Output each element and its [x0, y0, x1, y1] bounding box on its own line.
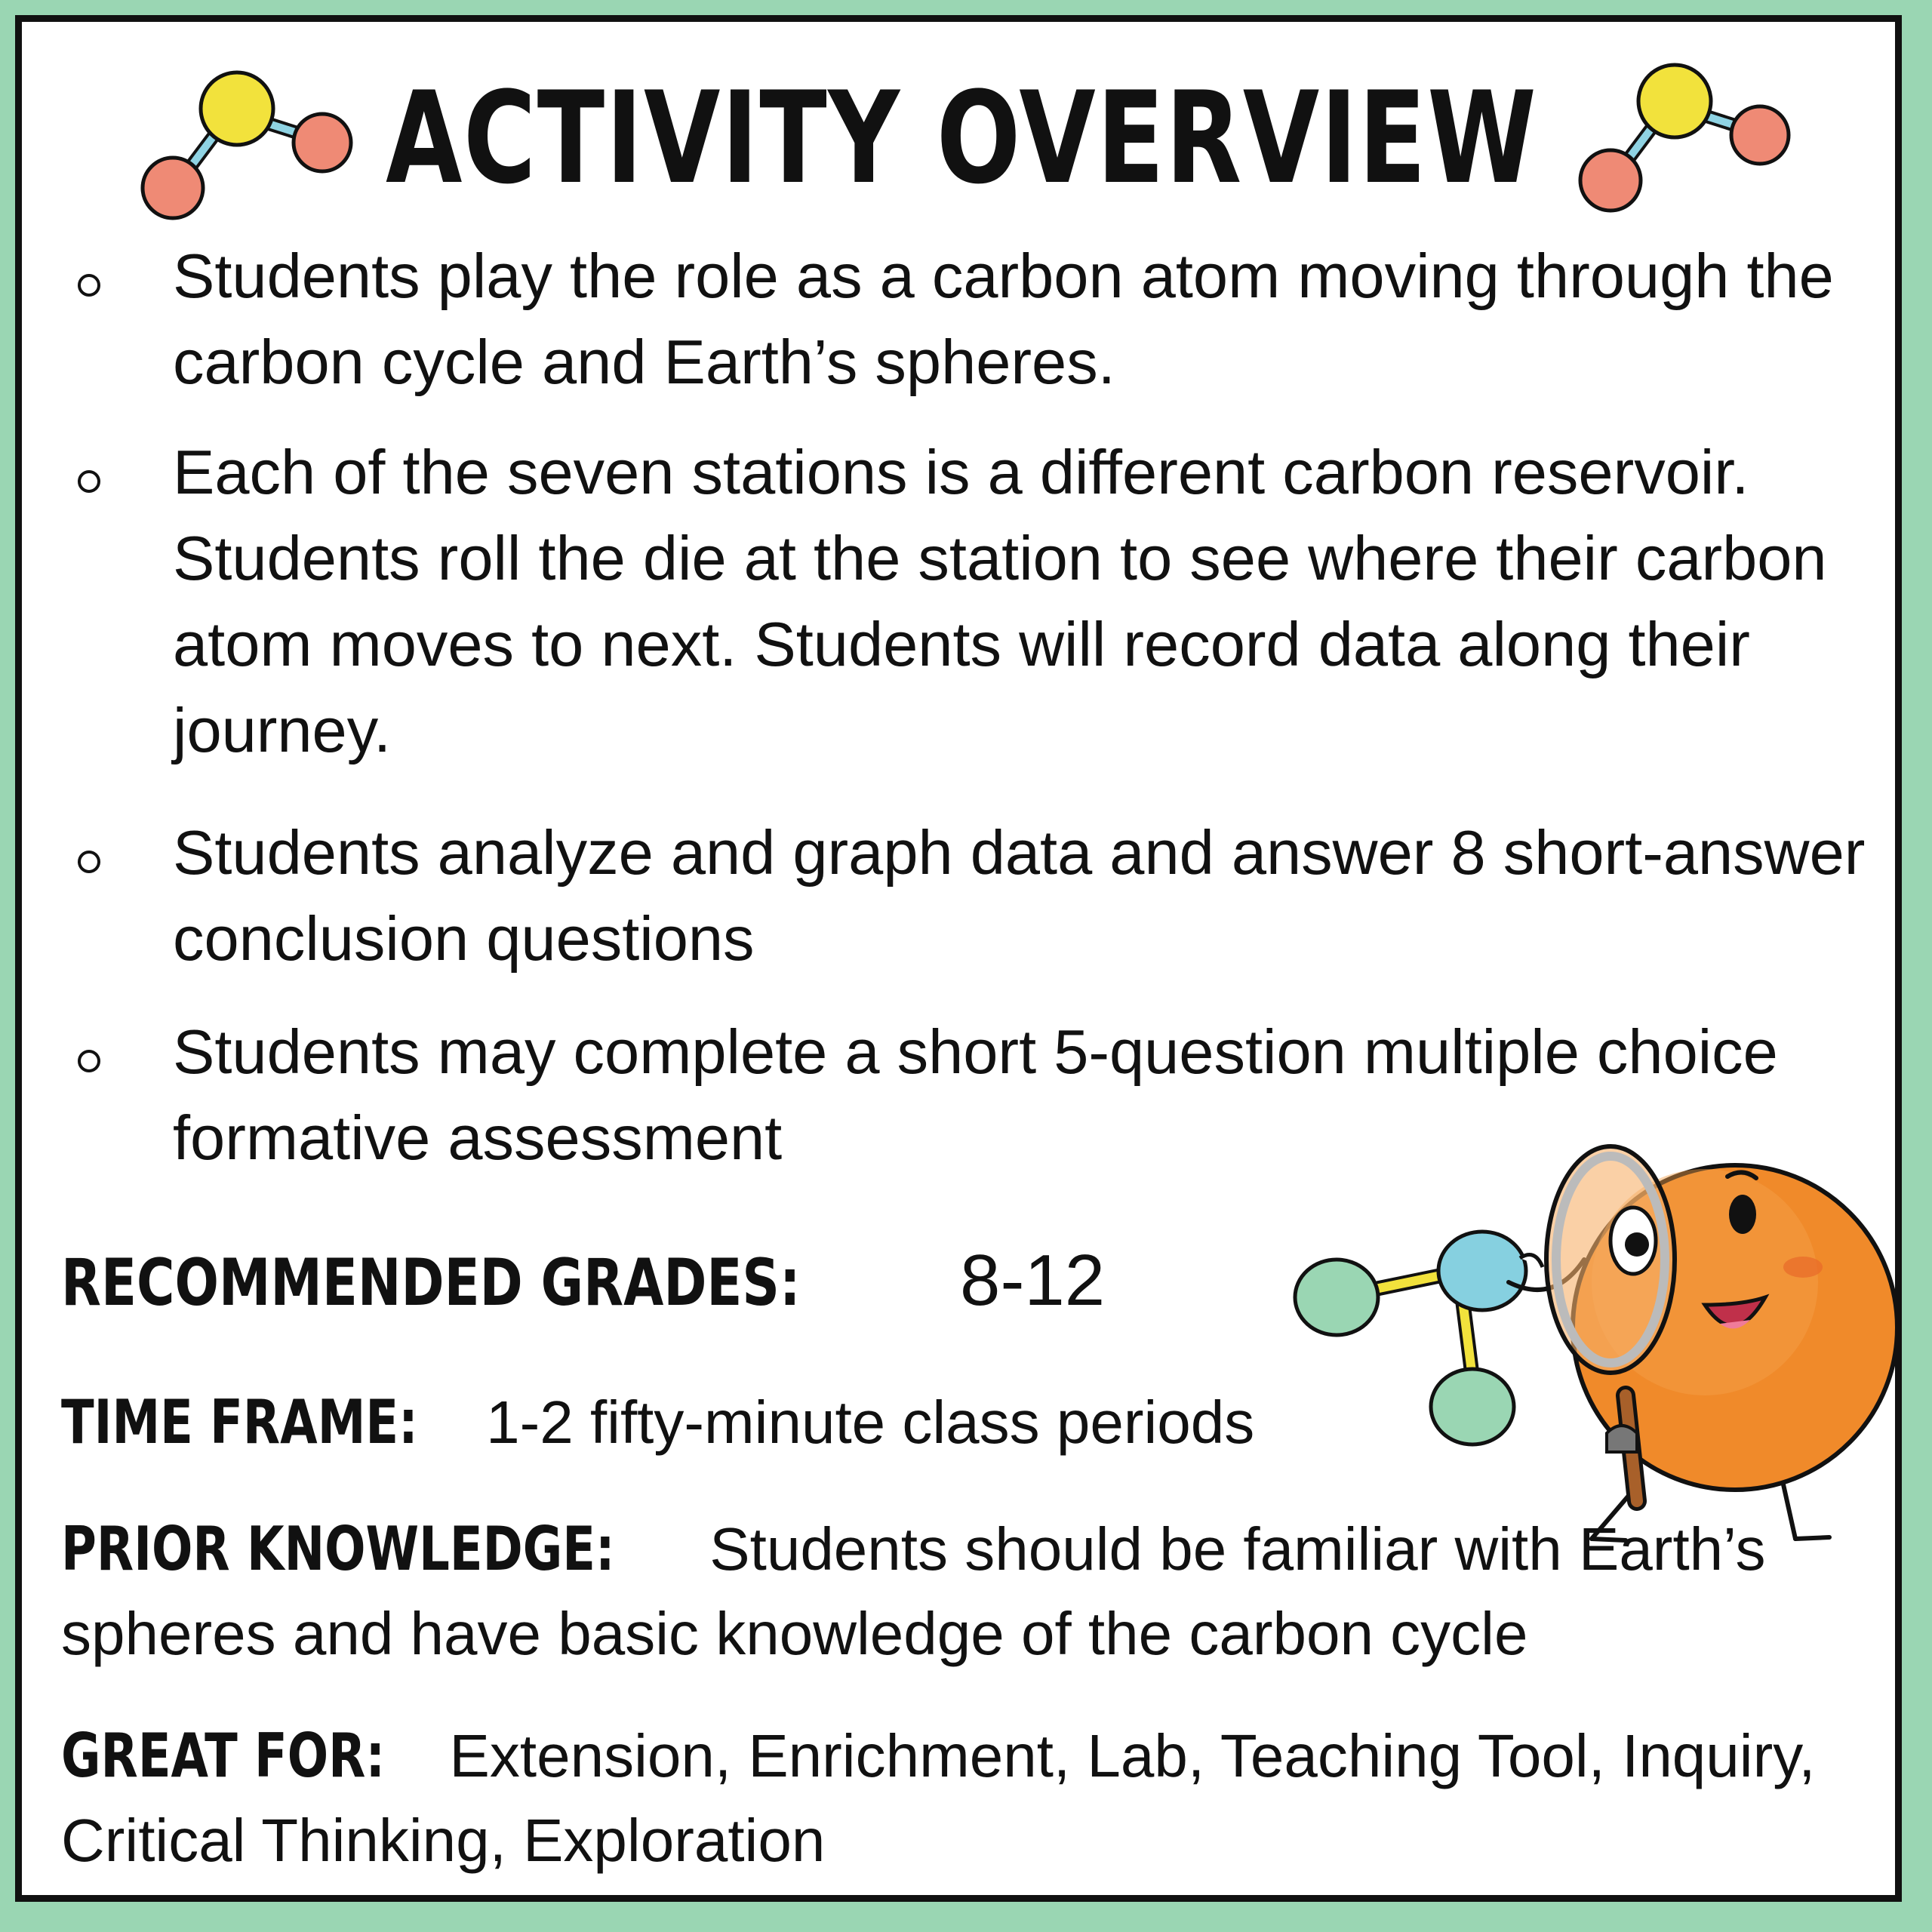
bullet-text: Each of the seven stations is a different carbon reservoir. Students roll the die at the station to see where their carbon atom moves to next. Students will record data along their journey. — [173, 437, 1827, 765]
list-item — [52, 233, 1894, 405]
recommended-grades-label: RECOMMENDED GRADES: — [61, 1245, 801, 1321]
recommended-grades — [61, 1238, 1872, 1325]
bullet-text: Students play the role as a carbon atom moving through the carbon cycle and Earth’s spheres. — [173, 241, 1834, 397]
bullet-circle-icon — [78, 274, 100, 297]
overview-bullet-list — [52, 233, 1894, 1181]
time-frame-label: TIME FRAME: — [61, 1387, 418, 1457]
time-frame-value: 1-2 fifty-minute class periods — [486, 1389, 1255, 1456]
list-item — [52, 429, 1894, 774]
time-frame — [61, 1380, 1872, 1465]
activity-overview-card — [15, 15, 1902, 1902]
bullet-text: Students may complete a short 5-question multiple choice formative assessment — [173, 1017, 1778, 1173]
great-for-label: GREAT FOR: — [61, 1721, 386, 1791]
bullet-circle-icon — [78, 851, 100, 873]
bullet-circle-icon — [78, 1050, 100, 1072]
great-for — [61, 1714, 1872, 1883]
prior-knowledge — [61, 1507, 1872, 1676]
bullet-text: Students analyze and graph data and answer 8 short-answer conclusion questions — [173, 817, 1866, 974]
recommended-grades-value: 8-12 — [960, 1240, 1106, 1321]
great-for-value: Extension, Enrichment, Lab, Teaching Tool, Inquiry, Critical Thinking, Exploration — [61, 1722, 1816, 1874]
page-title: ACTIVITY OVERVIEW — [386, 64, 1538, 212]
bullet-circle-icon — [78, 470, 100, 493]
list-item — [52, 810, 1894, 982]
prior-knowledge-label: PRIOR KNOWLEDGE: — [61, 1514, 615, 1584]
prior-knowledge-value: Students should be familiar with Earth’s spheres and have basic knowledge of the carbon cycle — [61, 1515, 1766, 1667]
